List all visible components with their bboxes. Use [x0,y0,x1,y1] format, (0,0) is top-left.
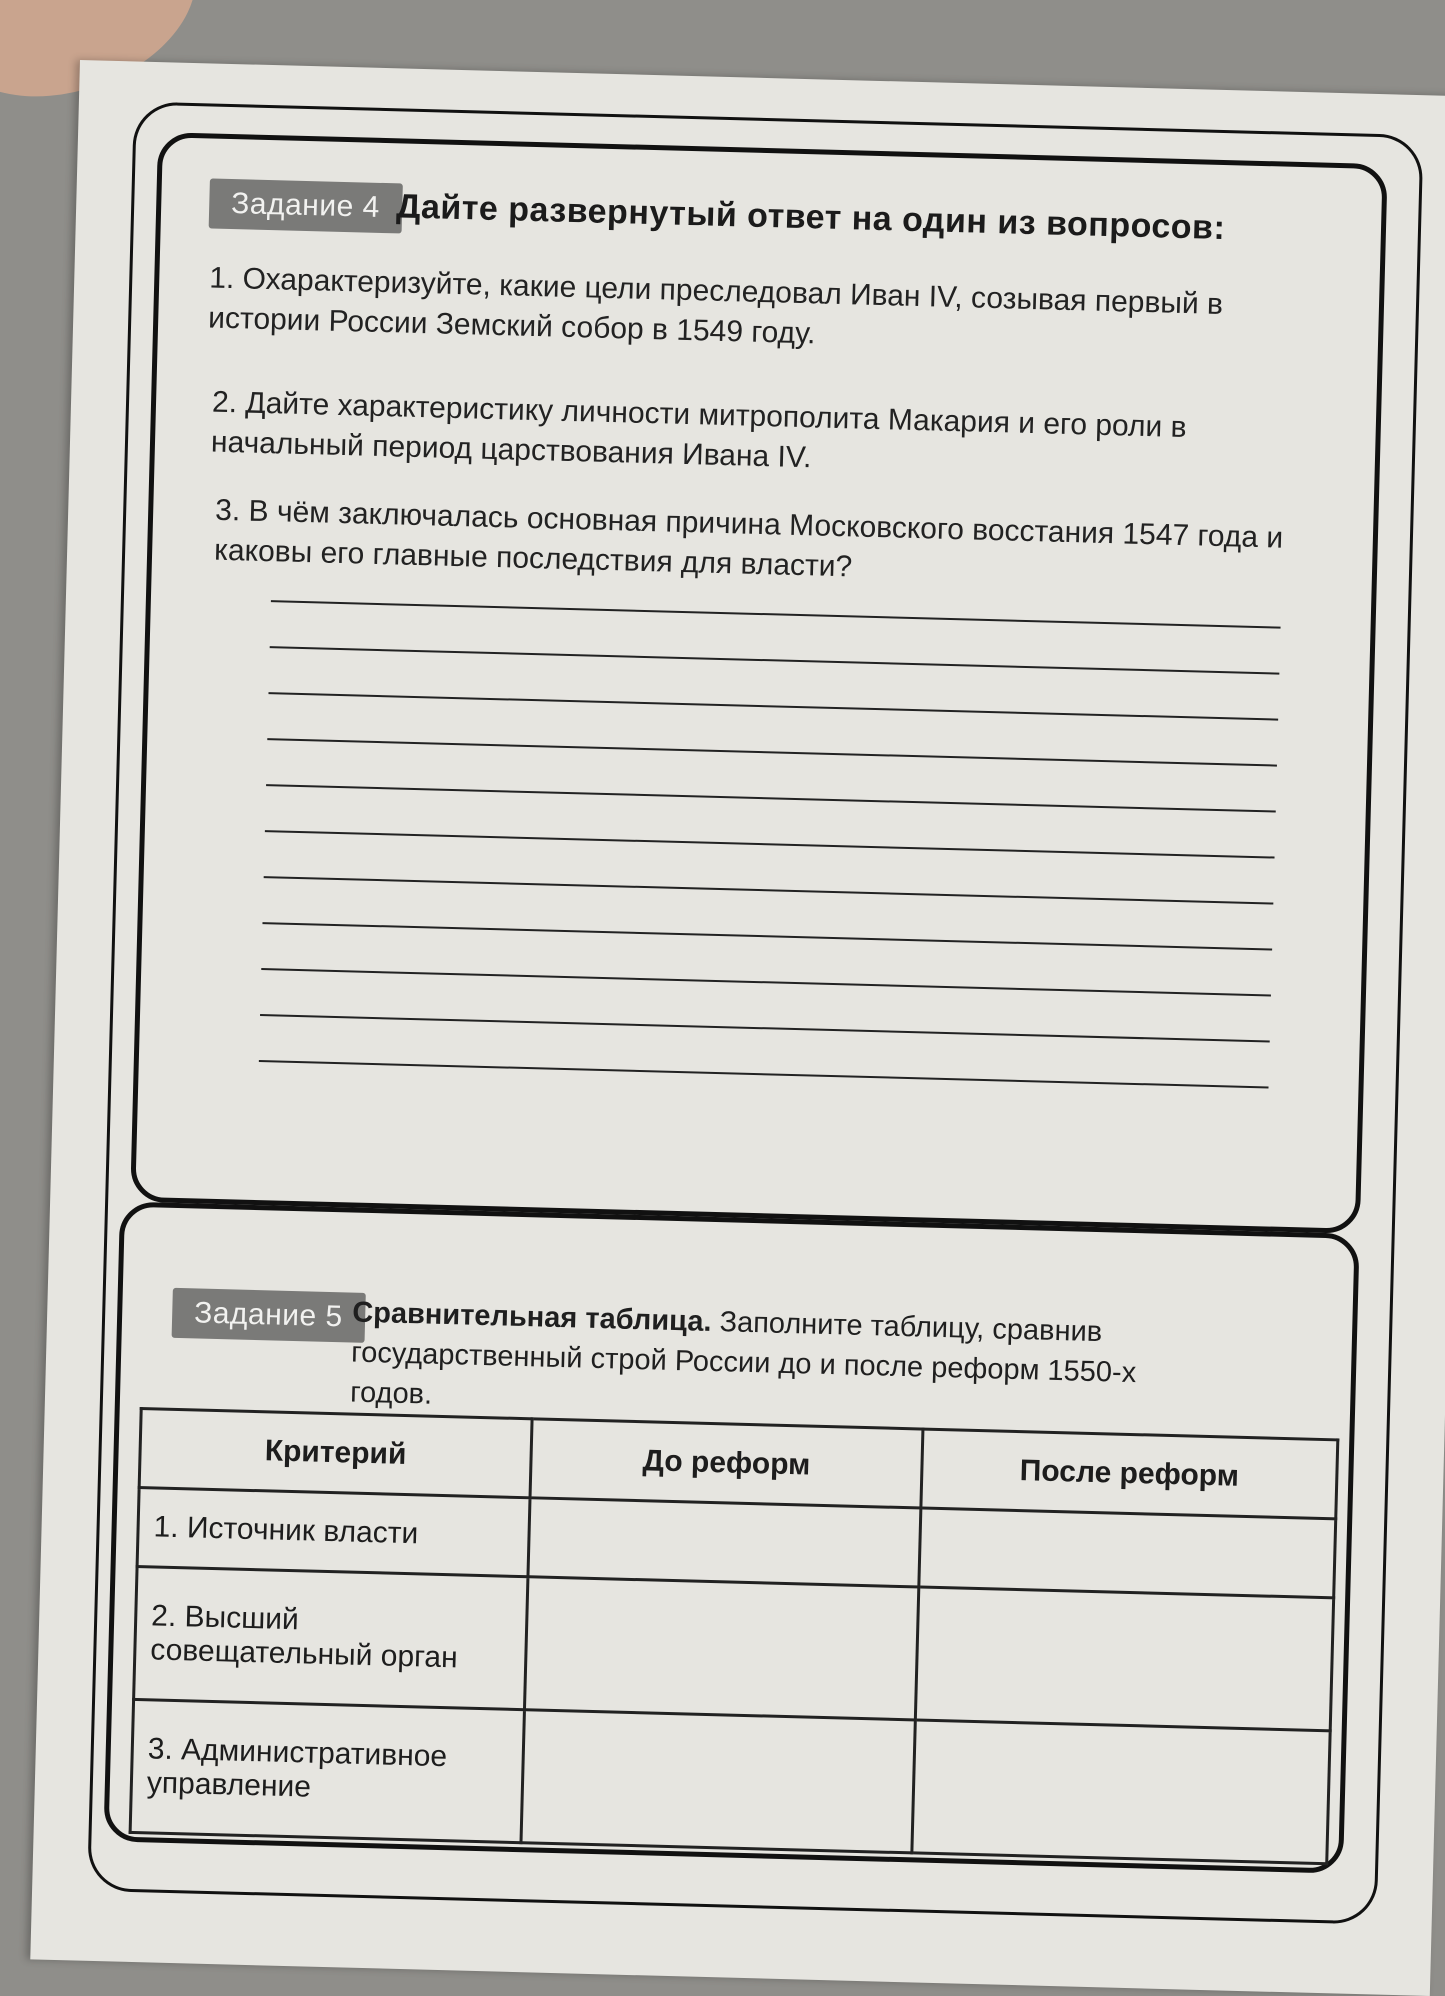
answer-line[interactable] [271,600,1281,628]
task4-panel [130,132,1388,1234]
after-cell[interactable] [919,1508,1336,1598]
after-cell[interactable] [912,1720,1330,1864]
answer-line[interactable] [270,646,1280,674]
before-cell[interactable] [524,1577,918,1720]
answer-line[interactable] [267,738,1277,766]
after-cell[interactable] [915,1587,1333,1731]
answer-line[interactable] [261,968,1271,996]
criterion-cell: 1. Источник власти [137,1488,530,1577]
answer-line[interactable] [268,692,1278,720]
answer-line[interactable] [259,1060,1269,1088]
answer-line[interactable] [262,922,1272,950]
question-1: 1. Охарактеризуйте, какие цели преследовал Иван IV, созывая первый в истории России Земский собор в 1549 году. [207,261,1224,351]
comparison-table [129,1407,1340,1865]
header-before: До реформ [530,1419,923,1508]
task5-title [350,1293,1213,1435]
question-3: 3. В чём заключалась основная причина Московского восстания 1547 года и каковы его главные последствия для власти? [213,493,1284,584]
answer-line[interactable] [266,784,1276,812]
worksheet-page [30,60,1445,1996]
task5-title-rest: Заполните таблицу, сравнив государственный строй России до и после реформ 1550-х годов. [349,1305,1137,1411]
answer-line[interactable] [265,830,1275,858]
criterion-cell: 2. Высший совещательный орган [134,1567,528,1710]
question-2: 2. Дайте характеристику личности митрополита Макария и его роли в начальный период царствования Ивана IV. [210,385,1187,475]
before-cell[interactable] [521,1710,915,1853]
answer-line[interactable] [260,1014,1270,1042]
task4-badge: Задание 4 [209,178,403,233]
header-after: После реформ [921,1429,1338,1519]
criterion-cell: 3. Административное управление [130,1699,524,1842]
task5-title-bold: Сравнительная таблица. [351,1296,712,1338]
before-cell[interactable] [528,1498,921,1587]
task4-title: Дайте развернутый ответ на один из вопросов: [395,187,1226,248]
task5-panel [103,1201,1359,1873]
task5-badge: Задание 5 [172,1288,366,1343]
header-criterion: Критерий [139,1409,532,1498]
answer-line[interactable] [264,876,1274,904]
